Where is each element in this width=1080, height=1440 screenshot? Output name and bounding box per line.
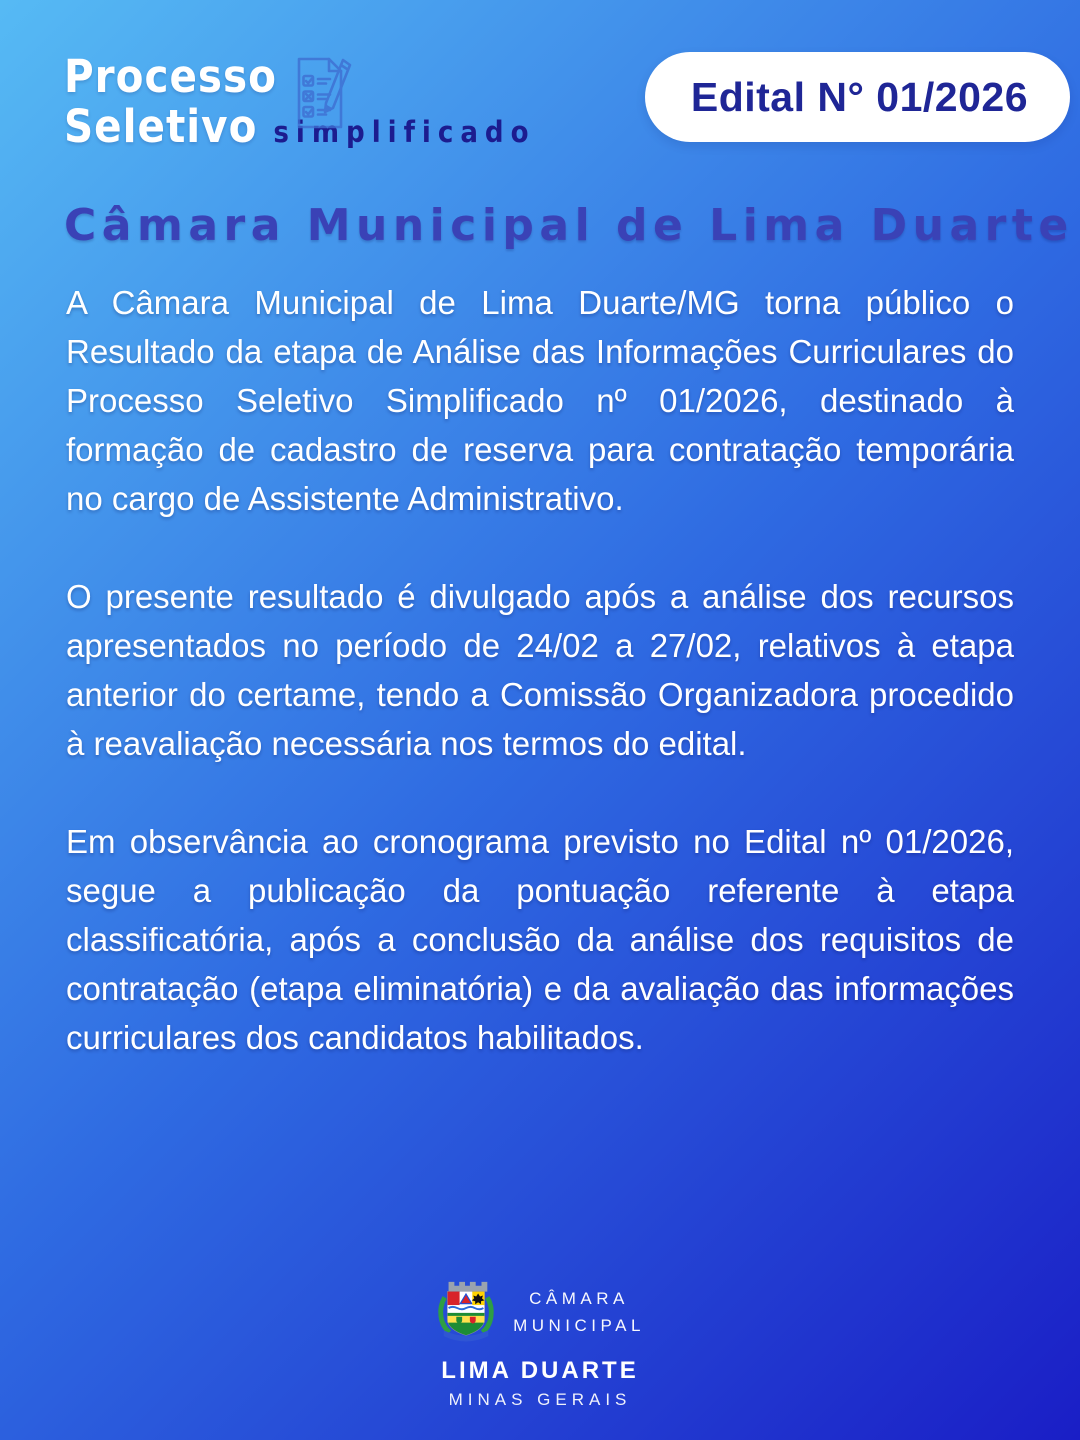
footer-logo-block xyxy=(0,1276,1080,1410)
brand-word-simplificado: simplificado xyxy=(273,115,536,149)
org-name-line1: CÂMARA xyxy=(529,1289,629,1308)
edital-badge xyxy=(645,52,1070,142)
footer-state: MINAS GERAIS xyxy=(448,1390,632,1409)
paragraph-1: A Câmara Municipal de Lima Duarte/MG torna público o Resultado da etapa de Análise das Informações Curriculares do Processo Seletivo Simplificado nº 01/2026, destinado à formação de cadastro de reserva para contratação temporária no cargo de Assistente Administrativo. xyxy=(66,284,1014,517)
page-title: Câmara Municipal de Lima Duarte xyxy=(64,200,1074,251)
announcement-body xyxy=(66,278,1014,1111)
brand-word-processo: Processo xyxy=(64,50,277,103)
paragraph-2: O presente resultado é divulgado após a análise dos recursos apresentados no período de 24/02 a 27/02, relativos à etapa anterior do certame, tendo a Comissão Organizadora procedido à reavaliação necessária nos termos do edital. xyxy=(66,578,1014,762)
org-name-line2: MUNICIPAL xyxy=(513,1316,645,1335)
brand-word-seletivo: Seletivo xyxy=(64,100,258,153)
brand-lockup xyxy=(64,52,624,152)
checklist-pencil-icon xyxy=(292,56,352,132)
lima-duarte-coat-of-arms-icon xyxy=(435,1276,497,1349)
footer-city: LIMA DUARTE xyxy=(441,1357,639,1384)
edital-badge-label: Edital N° 01/2026 xyxy=(690,73,1028,120)
paragraph-3: Em observância ao cronograma previsto no Edital nº 01/2026, segue a publicação da pontuação referente à etapa classificatória, após a conclusão da análise dos requisitos de contratação (etapa eliminatória) e da avaliação das informações curriculares dos candidatos habilitados. xyxy=(66,823,1014,1056)
